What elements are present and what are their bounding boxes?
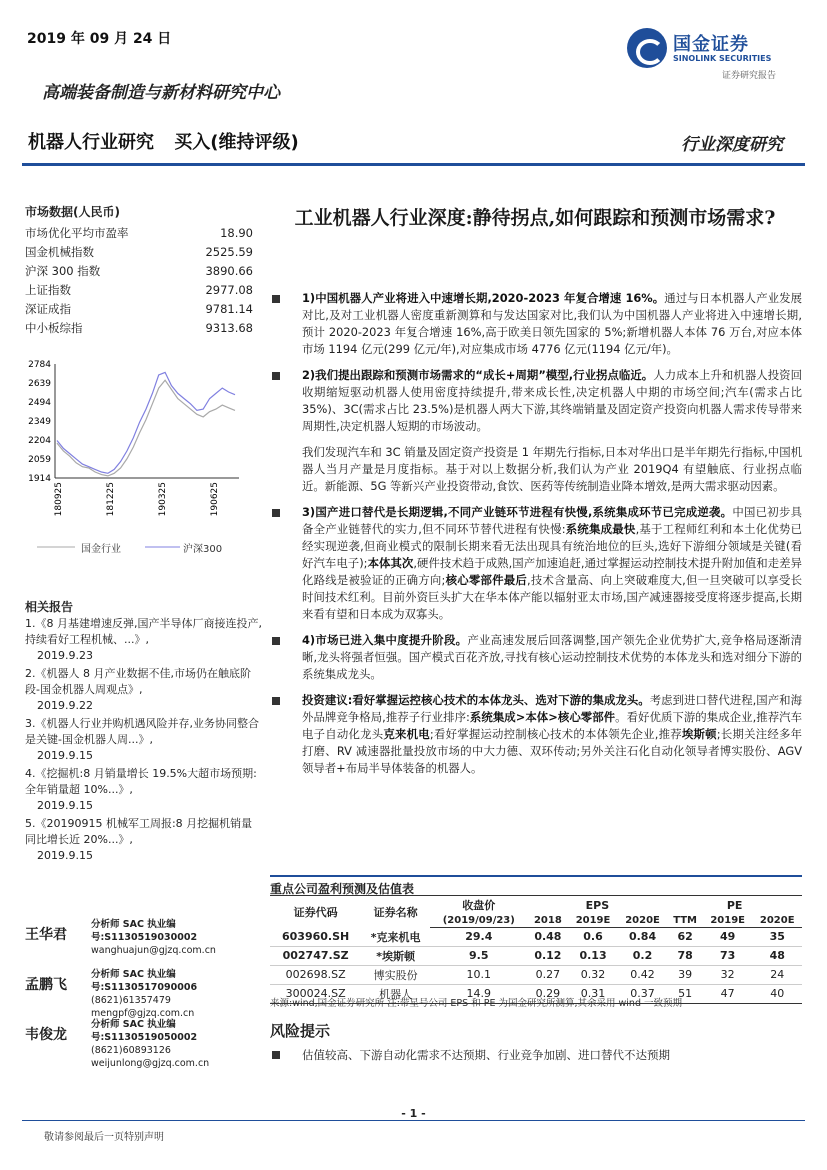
- y-tick-label: 2349: [28, 417, 51, 427]
- related-report-text: 4.《挖掘机:8 月销量增长 19.5%大超市场预期:全年销量超 10%...》,: [25, 767, 257, 796]
- table-source-note: 来源:wind,国金证券研究所 注:带星号公司 EPS 和 PE 为国金研究所测算,其余采用 wind 一致预期: [270, 998, 682, 1009]
- advice-bold-4: 埃斯顿: [681, 727, 717, 741]
- cell-code: 002698.SZ: [285, 968, 346, 981]
- series-line-hs300: [57, 372, 235, 473]
- cell-code: 002747.SZ: [282, 949, 349, 962]
- point-3-bold-3: 本体其次: [367, 556, 414, 570]
- logo-sub-text: 证券研究报告: [722, 71, 777, 81]
- cell-pe20: 35: [769, 930, 785, 944]
- y-tick-label: 2204: [28, 436, 51, 446]
- col-eps-2019e: 2019E: [568, 914, 618, 928]
- col-pe-2019e: 2019E: [703, 914, 753, 928]
- cell-eps19: 0.32: [580, 968, 606, 981]
- advice-text-a: 考虑到进口替代进程,国产和海外品牌竞争格局,推荐子行业排序:: [302, 693, 802, 724]
- related-report-text: 1.《8 月基建增速反弹,国产半导体厂商接连投产,持续看好工程机械、...》,: [25, 617, 262, 646]
- bullet-icon: [272, 637, 280, 645]
- bullet-icon: [272, 1051, 280, 1059]
- cell-code: 603960.SH: [281, 930, 350, 943]
- cell-eps20: 0.37: [630, 987, 655, 1000]
- market-data-panel: [25, 203, 257, 338]
- advice-text-b: 。看好优质下游的集成企业,推荐汽车电子自动化龙头: [302, 710, 803, 741]
- market-row: [25, 262, 257, 281]
- y-tick-label: 1914: [28, 474, 51, 484]
- point-2-heading: 2)我们提出跟踪和预测市场需求的“成长+周期”模型,行业拐点临近。: [302, 368, 654, 382]
- cell-code: 300024.SZ: [285, 987, 346, 1000]
- related-report-text: 5.《20190915 机械军工周报:8 月挖掘机销量同比增长近 20%...》,: [25, 817, 253, 846]
- analyst-email[interactable]: wanghuajun@gjzq.com.cn: [91, 945, 216, 956]
- cell-eps18: 0.27: [535, 968, 561, 981]
- related-report-date: 2019.9.15: [37, 749, 93, 762]
- analyst-phone: (8621)61357479: [91, 995, 171, 1006]
- analyst-license: 分析师 SAC 执业编号:S1130519050002: [91, 1019, 198, 1043]
- advice-heading: 投资建议:看好掌握运控核心技术的本体龙头、选对下游的集成龙头。: [302, 693, 650, 707]
- cell-eps19: 0.6: [583, 930, 603, 944]
- legend-label-hs300: 沪深300: [183, 544, 223, 555]
- analyst-name: 王华君: [25, 927, 67, 943]
- market-value: 3890.66: [205, 264, 253, 278]
- analyst-license: 分析师 SAC 执业编号:S1130517090006: [91, 969, 198, 993]
- cell-name: *埃斯顿: [376, 949, 415, 963]
- cell-eps20: 0.2: [632, 949, 653, 962]
- forecast-table: [270, 895, 802, 1004]
- market-row: [25, 300, 257, 319]
- x-tick-label: 181225: [106, 482, 116, 517]
- series-line-industry: [57, 380, 235, 476]
- bullet-icon: [272, 509, 280, 517]
- cell-pettm: 62: [677, 930, 693, 944]
- point-3-text-c: ,硬件技术趋于成熟,国产加速追赶,通过掌握运动控制技术提升附加值和走差异化路线是被验证的正确方向;: [302, 556, 802, 587]
- index-chart-svg: [25, 358, 257, 528]
- point-1-heading: 1)中国机器人产业将进入中速增长期,2020-2023 年复合增速 16%。: [302, 291, 665, 305]
- market-label: 国金机械指数: [25, 245, 94, 259]
- forecast-row: [270, 946, 802, 965]
- research-center-name: 高端装备制造与新材料研究中心: [42, 83, 280, 103]
- related-report-date: 2019.9.15: [37, 799, 93, 812]
- cell-eps18: 0.48: [534, 930, 562, 944]
- market-row: [25, 281, 257, 300]
- cell-price: 10.1: [466, 968, 492, 981]
- analyst-license: 分析师 SAC 执业编号:S1130519030002: [91, 919, 198, 943]
- company-logo: [627, 24, 797, 84]
- analyst-card: [25, 918, 265, 958]
- col-price: 收盘价: [430, 896, 527, 915]
- cell-pe19: 73: [720, 949, 736, 962]
- x-tick-label: 180925: [54, 482, 64, 517]
- point-3-text-d: ,技术含量高、向上突破难度大,但一旦突破可以享受长时间技术红利。目前外资巨头扩大在华本体产能以辐射亚太市场,国产减速器接受度将逐步提高,长期来看有望和日本成为双寡头。: [302, 573, 802, 621]
- related-reports-heading: 相关报告: [25, 600, 74, 614]
- point-3-bold-4: 核心零部件最后: [445, 573, 528, 587]
- point-1-text: 通过与日本机器人产业发展对比,及对工业机器人密度重新测算和与发达国家对比,我们认为中国机器人产业将进入中速增长期,预计 2020-2023 年复合增速 16%,高于欧美日领先国家的 5%;新增机器人本体 76 万台,对应本体市场 1194 亿元(299 亿元/年),对应集成市场 4776 亿元(1194 亿元/年)。: [302, 291, 802, 356]
- header-divider: [22, 163, 805, 166]
- cell-eps18: 0.12: [534, 949, 562, 962]
- advice-text-c: ;看好掌握运动控制核心技术的本体领先企业,推荐: [429, 727, 682, 741]
- x-tick-label: 190625: [210, 482, 220, 517]
- point-3-bold-2: 系统集成最快: [565, 522, 636, 536]
- summary-point-3: [270, 504, 802, 623]
- point-4-heading: 4)市场已进入集中度提升阶段。: [302, 633, 468, 647]
- market-value: 2977.08: [205, 283, 253, 297]
- market-value: 9781.14: [205, 302, 253, 316]
- related-report-item[interactable]: [25, 666, 263, 714]
- market-label: 市场优化平均市盈率: [25, 226, 129, 240]
- market-row: [25, 243, 257, 262]
- related-report-date: 2019.9.22: [37, 699, 93, 712]
- bullet-icon: [272, 372, 280, 380]
- col-pe-2020e: 2020E: [752, 914, 802, 928]
- x-tick-label: 190325: [158, 482, 168, 517]
- y-tick-label: 2059: [28, 455, 51, 465]
- analyst-email[interactable]: weijunlong@gjzq.com.cn: [91, 1058, 210, 1069]
- cell-eps20: 0.84: [628, 930, 657, 944]
- market-label: 深证成指: [25, 302, 71, 316]
- col-eps: EPS: [528, 896, 668, 915]
- point-4-text: 产业高速发展后回落调整,国产领先企业优势扩大,竞争格局逐渐清晰,龙头将强者恒强。国产模式百花齐放,寻找有核心运动控制技术优势的本体龙头和选对细分下游的系统集成龙头。: [302, 633, 802, 681]
- market-data-heading: 市场数据(人民币): [25, 205, 120, 219]
- footer-note: 敬请参阅最后一页特别声明: [44, 1132, 164, 1143]
- analyst-list: [25, 918, 265, 1068]
- market-label: 沪深 300 指数: [25, 264, 101, 278]
- col-pe-ttm: TTM: [667, 914, 703, 928]
- y-tick-label: 2639: [28, 379, 51, 389]
- market-label: 中小板综指: [25, 321, 83, 335]
- summary-point-1: [270, 290, 802, 358]
- summary-body: [270, 290, 802, 786]
- market-row: [25, 224, 257, 243]
- cell-pe19: 47: [720, 987, 735, 1000]
- report-date: 2019 年 09 月 24 日: [27, 31, 172, 47]
- analyst-name: 孟鹏飞: [25, 977, 67, 993]
- analyst-email[interactable]: mengpf@gjzq.com.cn: [91, 1008, 195, 1019]
- bullet-icon: [272, 697, 280, 705]
- col-price-date: (2019/09/23): [430, 914, 527, 928]
- footer-divider: [22, 1120, 805, 1121]
- analyst-phone: (8621)60893126: [91, 1045, 171, 1056]
- related-report-date: 2019.9.23: [37, 649, 93, 662]
- report-main-title: 工业机器人行业深度:静待拐点,如何跟踪和预测市场需求?: [294, 207, 776, 229]
- cell-pe20: 24: [770, 968, 785, 981]
- point-3-text-b: ,基于工程师红利和本土化优势已经实现逆袭,但商业模式的限制长期来看无法出现具有统治地位的巨头,选好下游细分领域是关键(看好汽车电子);: [302, 522, 802, 570]
- cell-eps19: 0.13: [579, 949, 607, 962]
- cell-pettm: 51: [678, 987, 693, 1000]
- related-report-item[interactable]: [25, 816, 263, 864]
- advice-bold-2: 系统集成>本体>核心零部件: [469, 710, 616, 724]
- point-3-heading: 3)国产进口替代是长期逻辑,不同产业链环节进程有快慢,系统集成环节已完成逆袭。: [302, 505, 733, 519]
- related-report-date: 2019.9.15: [37, 849, 93, 862]
- related-report-text: 3.《机器人行业并购机遇风险并存,业务协同整合是关键-国金机器人周...》,: [25, 717, 259, 746]
- chart-legend: [25, 540, 257, 557]
- rating-label: 买入(维持评级): [174, 132, 299, 153]
- cell-eps18: 0.29: [535, 987, 561, 1000]
- cell-eps19: 0.31: [580, 987, 606, 1000]
- point-3-text-a: 中国已初步具备全产业链替代的实力,但不同环节替代进程有快慢:: [302, 505, 802, 536]
- logo-en-text: SINOLINK SECURITIES: [673, 54, 772, 63]
- col-pe: PE: [667, 896, 802, 915]
- related-report-item[interactable]: [25, 616, 263, 664]
- related-report-item[interactable]: [25, 766, 263, 814]
- cell-price: 9.5: [469, 949, 489, 962]
- analyst-card: [25, 1018, 265, 1069]
- analyst-card: [25, 968, 265, 1019]
- legend-label-industry: 国金行业: [81, 544, 121, 555]
- risk-text: [270, 1047, 802, 1063]
- cell-pe20: 48: [769, 949, 785, 962]
- forecast-row: [270, 965, 802, 984]
- summary-point-2: [270, 367, 802, 435]
- cell-pe19: 49: [720, 930, 736, 944]
- col-eps-2020e: 2020E: [618, 914, 668, 928]
- report-type: 行业深度研究: [681, 135, 783, 155]
- page-number: - 1 -: [401, 1107, 426, 1120]
- risk-heading: 风险提示: [270, 1022, 331, 1040]
- forecast-row: [270, 928, 802, 947]
- y-tick-label: 2494: [28, 398, 51, 408]
- summary-point-4: [270, 632, 802, 683]
- market-value: 18.90: [220, 226, 253, 240]
- market-value: 9313.68: [205, 321, 253, 335]
- advice-bold-3: 克来机电: [383, 727, 430, 741]
- advice-text-d: ;长期关注经多年打磨、RV 减速器批量投放市场的中大力德、双环传动;另外关注石化自动化领导者博实股份、AGV 领导者+布局半导体装备的机器人。: [302, 727, 802, 775]
- market-row: [25, 319, 257, 338]
- col-eps-2018: 2018: [528, 914, 569, 928]
- market-value: 2525.59: [205, 245, 253, 259]
- investment-advice: [270, 692, 802, 777]
- cell-name: 机器人: [379, 987, 413, 1001]
- cell-pe20: 40: [770, 987, 785, 1000]
- industry-rating-line: [28, 128, 313, 154]
- cell-price: 14.9: [466, 987, 492, 1000]
- point-2-text: 人力成本上升和机器人投资回收期缩短驱动机器人使用密度持续提升,带来成长性,决定机器人中期的市场空间;汽车(需求占比 35%)、3C(需求占比 23.5%)是机器人两大下游,其终端销量及固定资产投资向机器人需求传导带来周期性,决定机器人短期的市场波动。: [302, 368, 802, 433]
- related-report-item[interactable]: [25, 716, 263, 764]
- cell-pettm: 39: [678, 968, 693, 981]
- logo-cn-text: 国金证券: [673, 34, 749, 55]
- col-code: 证券代码: [270, 896, 361, 928]
- col-name: 证券名称: [361, 896, 430, 928]
- cell-price: 29.4: [465, 930, 493, 944]
- cell-eps20: 0.42: [630, 968, 655, 981]
- index-chart: [25, 358, 257, 558]
- bullet-icon: [272, 295, 280, 303]
- summary-point-2b: 我们发现汽车和 3C 销量及固定资产投资是 1 年期先行指标,日本对华出口是半年期先行指标,中国机器人当月产量是月度指标。基于对以上数据分析,我们认为产业 2019Q4 有望触底、行业拐点临近。新能源、5G 等新兴产业投资带动,食饮、医药等传统制造业降本增效,是两大需求驱动因素。: [302, 445, 802, 493]
- market-label: 上证指数: [25, 283, 71, 297]
- cell-name: *克来机电: [370, 930, 421, 944]
- cell-name: 博实股份: [373, 968, 418, 982]
- analyst-name: 韦俊龙: [25, 1027, 67, 1043]
- related-report-text: 2.《机器人 8 月产业数据不佳,市场仍在触底阶段-国金机器人周观点》,: [25, 667, 251, 696]
- forecast-table-title: 重点公司盈利预测及估值表: [270, 875, 802, 897]
- logo-mark-icon: [627, 28, 667, 68]
- cell-pettm: 78: [677, 949, 693, 962]
- industry-label: 机器人行业研究: [28, 132, 154, 153]
- risk-text-content: 估值较高、下游自动化需求不达预期、行业竞争加剧、进口替代不达预期: [302, 1048, 670, 1062]
- y-tick-label: 2784: [28, 360, 51, 370]
- related-reports-list: [25, 616, 263, 866]
- cell-pe19: 32: [720, 968, 735, 981]
